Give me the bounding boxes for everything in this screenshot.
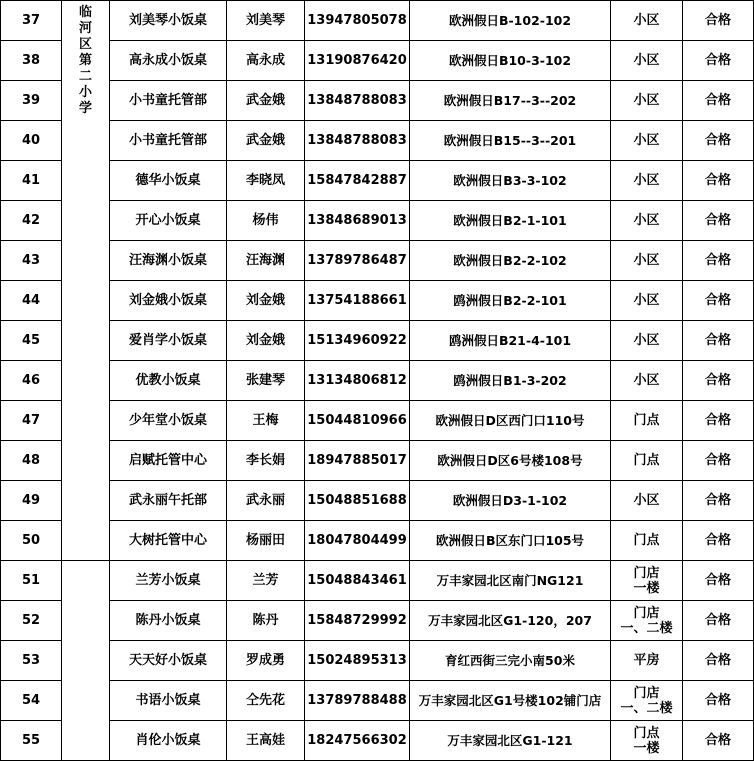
- business-name-cell: 少年堂小饭桌: [110, 401, 227, 441]
- table-row: [1, 681, 754, 721]
- table-row: [1, 521, 754, 561]
- address-cell: 鸥洲假日B1-3-202: [410, 361, 611, 401]
- location-type-cell: [611, 601, 683, 641]
- phone-cell: 13947805078: [305, 1, 410, 41]
- phone-cell: 18047804499: [305, 521, 410, 561]
- contact-person-cell: 王梅: [227, 401, 305, 441]
- phone-cell: 13190876420: [305, 41, 410, 81]
- address-cell: 欧洲假日B17--3--202: [410, 81, 611, 121]
- inspection-result-cell: 合格: [683, 641, 754, 681]
- contact-person-cell: 张建琴: [227, 361, 305, 401]
- address-cell: 欧洲假日B2-2-102: [410, 241, 611, 281]
- table-row: [1, 161, 754, 201]
- table-row: [1, 241, 754, 281]
- row-number-cell: 55: [1, 721, 62, 761]
- phone-cell: 15048843461: [305, 561, 410, 601]
- table-row: [1, 441, 754, 481]
- contact-person-cell: 汪海渊: [227, 241, 305, 281]
- inspection-result-cell: 合格: [683, 721, 754, 761]
- table-row: [1, 721, 754, 761]
- contact-person-cell: 杨伟: [227, 201, 305, 241]
- phone-cell: 13848689013: [305, 201, 410, 241]
- contact-person-cell: 刘金娥: [227, 281, 305, 321]
- row-number-cell: 50: [1, 521, 62, 561]
- business-name-cell: 开心小饭桌: [110, 201, 227, 241]
- contact-person-cell: 武永丽: [227, 481, 305, 521]
- row-number-cell: 51: [1, 561, 62, 601]
- table-row: [1, 561, 754, 601]
- business-name-cell: 爱肖学小饭桌: [110, 321, 227, 361]
- phone-cell: 18247566302: [305, 721, 410, 761]
- roster-body: [1, 1, 754, 761]
- contact-person-cell: 武金娥: [227, 81, 305, 121]
- address-cell: 鸥洲假日B2-2-101: [410, 281, 611, 321]
- inspection-result-cell: 合格: [683, 361, 754, 401]
- business-name-cell: 肖伦小饭桌: [110, 721, 227, 761]
- location-type-text: 小区: [633, 213, 660, 228]
- table-row: [1, 641, 754, 681]
- phone-cell: 15048851688: [305, 481, 410, 521]
- location-type-text: 小区: [633, 333, 660, 348]
- address-cell: 欧洲假日B-102-102: [410, 1, 611, 41]
- business-name-cell: 书语小饭桌: [110, 681, 227, 721]
- table-row: [1, 281, 754, 321]
- location-type-text: 门店: [633, 685, 660, 701]
- row-number-cell: 41: [1, 161, 62, 201]
- inspection-result-cell: 合格: [683, 561, 754, 601]
- row-number-cell: 52: [1, 601, 62, 641]
- location-type-text: 小区: [633, 293, 660, 308]
- phone-cell: 15848729992: [305, 601, 410, 641]
- phone-cell: 13134806812: [305, 361, 410, 401]
- business-name-cell: 天天好小饭桌: [110, 641, 227, 681]
- location-type-cell: [611, 281, 683, 321]
- phone-cell: 13848788083: [305, 81, 410, 121]
- inspection-result-cell: 合格: [683, 281, 754, 321]
- location-type-text: 门店: [633, 565, 660, 581]
- inspection-result-cell: 合格: [683, 41, 754, 81]
- location-type-text: 小区: [633, 493, 660, 508]
- school-cell: [62, 1, 110, 561]
- row-number-cell: 48: [1, 441, 62, 481]
- table-row: [1, 201, 754, 241]
- location-type-text: 小区: [633, 253, 660, 268]
- address-cell: 万丰家园北区G1-121: [410, 721, 611, 761]
- business-name-cell: 武永丽午托部: [110, 481, 227, 521]
- location-type-cell: [611, 521, 683, 561]
- inspection-result-cell: 合格: [683, 401, 754, 441]
- inspection-result-cell: 合格: [683, 121, 754, 161]
- row-number-cell: 39: [1, 81, 62, 121]
- contact-person-cell: 罗成勇: [227, 641, 305, 681]
- table-row: [1, 361, 754, 401]
- contact-person-cell: 刘金娥: [227, 321, 305, 361]
- location-type-text: 小区: [633, 93, 660, 108]
- location-type-text: 门点: [633, 413, 660, 428]
- table-row: [1, 121, 754, 161]
- address-cell: 万丰家园北区G1号楼102铺门店: [410, 681, 611, 721]
- location-type-text: 一、二楼: [620, 700, 673, 716]
- phone-cell: 15024895313: [305, 641, 410, 681]
- business-name-cell: 德华小饭桌: [110, 161, 227, 201]
- inspection-result-cell: 合格: [683, 201, 754, 241]
- row-number-cell: 54: [1, 681, 62, 721]
- location-type-cell: [611, 481, 683, 521]
- row-number-cell: 45: [1, 321, 62, 361]
- table-row: [1, 1, 754, 41]
- table-row: [1, 601, 754, 641]
- inspection-result-cell: 合格: [683, 681, 754, 721]
- row-number-cell: 42: [1, 201, 62, 241]
- location-type-text: 一楼: [633, 740, 660, 756]
- school-name: 临河区第二小学: [78, 5, 92, 116]
- contact-person-cell: 武金娥: [227, 121, 305, 161]
- address-cell: 育红西街三完小南50米: [410, 641, 611, 681]
- business-name-cell: 小书童托管部: [110, 121, 227, 161]
- table-row: [1, 81, 754, 121]
- inspection-result-cell: 合格: [683, 521, 754, 561]
- business-name-cell: 陈丹小饭桌: [110, 601, 227, 641]
- contact-person-cell: 李晓凤: [227, 161, 305, 201]
- location-type-cell: [611, 721, 683, 761]
- location-type-cell: [611, 161, 683, 201]
- address-cell: 欧洲假日B3-3-102: [410, 161, 611, 201]
- table-row: [1, 401, 754, 441]
- address-cell: 万丰家园北区G1-120，207: [410, 601, 611, 641]
- location-type-cell: [611, 1, 683, 41]
- location-type-cell: [611, 121, 683, 161]
- business-name-cell: 刘美琴小饭桌: [110, 1, 227, 41]
- location-type-cell: [611, 41, 683, 81]
- row-number-cell: 38: [1, 41, 62, 81]
- table-row: [1, 321, 754, 361]
- phone-cell: 13789788488: [305, 681, 410, 721]
- location-type-text: 小区: [633, 13, 660, 28]
- location-type-cell: [611, 641, 683, 681]
- address-cell: 欧洲假日D区6号楼108号: [410, 441, 611, 481]
- location-type-text: 门店: [633, 605, 660, 621]
- business-name-cell: 兰芳小饭桌: [110, 561, 227, 601]
- contact-person-cell: 刘美琴: [227, 1, 305, 41]
- business-name-cell: 启赋托管中心: [110, 441, 227, 481]
- address-cell: 欧洲假日B15--3--201: [410, 121, 611, 161]
- row-number-cell: 49: [1, 481, 62, 521]
- address-cell: 欧洲假日B区东门口105号: [410, 521, 611, 561]
- location-type-text: 小区: [633, 173, 660, 188]
- row-number-cell: 37: [1, 1, 62, 41]
- row-number-cell: 40: [1, 121, 62, 161]
- phone-cell: 13789786487: [305, 241, 410, 281]
- inspection-result-cell: 合格: [683, 81, 754, 121]
- location-type-cell: [611, 681, 683, 721]
- contact-person-cell: 仝先花: [227, 681, 305, 721]
- address-cell: 欧洲假日B10-3-102: [410, 41, 611, 81]
- location-type-cell: [611, 361, 683, 401]
- address-cell: 欧洲假日D3-1-102: [410, 481, 611, 521]
- business-name-cell: 汪海渊小饭桌: [110, 241, 227, 281]
- location-type-text: 平房: [633, 653, 660, 668]
- school-cell: [62, 561, 110, 761]
- location-type-text: 门点: [633, 725, 660, 741]
- business-name-cell: 高永成小饭桌: [110, 41, 227, 81]
- phone-cell: 15044810966: [305, 401, 410, 441]
- location-type-text: 一、二楼: [620, 620, 673, 636]
- location-type-cell: [611, 321, 683, 361]
- inspection-result-cell: 合格: [683, 241, 754, 281]
- phone-cell: 18947885017: [305, 441, 410, 481]
- contact-person-cell: 杨丽田: [227, 521, 305, 561]
- business-name-cell: 优教小饭桌: [110, 361, 227, 401]
- phone-cell: 15847842887: [305, 161, 410, 201]
- phone-cell: 15134960922: [305, 321, 410, 361]
- location-type-text: 小区: [633, 133, 660, 148]
- location-type-cell: [611, 441, 683, 481]
- inspection-result-cell: 合格: [683, 601, 754, 641]
- location-type-cell: [611, 561, 683, 601]
- contact-person-cell: 兰芳: [227, 561, 305, 601]
- location-type-cell: [611, 401, 683, 441]
- table-row: [1, 41, 754, 81]
- inspection-result-cell: 合格: [683, 481, 754, 521]
- location-type-cell: [611, 81, 683, 121]
- contact-person-cell: 王高娃: [227, 721, 305, 761]
- phone-cell: 13848788083: [305, 121, 410, 161]
- business-name-cell: 刘金娥小饭桌: [110, 281, 227, 321]
- location-type-text: 门点: [633, 453, 660, 468]
- inspection-result-cell: 合格: [683, 1, 754, 41]
- contact-person-cell: 陈丹: [227, 601, 305, 641]
- location-type-text: 一楼: [633, 580, 660, 596]
- location-type-cell: [611, 241, 683, 281]
- row-number-cell: 46: [1, 361, 62, 401]
- location-type-text: 门点: [633, 533, 660, 548]
- table-row: [1, 481, 754, 521]
- address-cell: 鸥洲假日B21-4-101: [410, 321, 611, 361]
- inspection-result-cell: 合格: [683, 441, 754, 481]
- address-cell: 万丰家园北区南门NG121: [410, 561, 611, 601]
- phone-cell: 13754188661: [305, 281, 410, 321]
- location-type-text: 小区: [633, 373, 660, 388]
- address-cell: 欧洲假日B2-1-101: [410, 201, 611, 241]
- location-type-cell: [611, 201, 683, 241]
- address-cell: 欧洲假日D区西门口110号: [410, 401, 611, 441]
- contact-person-cell: 李长娟: [227, 441, 305, 481]
- inspection-result-cell: 合格: [683, 321, 754, 361]
- contact-person-cell: 高永成: [227, 41, 305, 81]
- business-name-cell: 小书童托管部: [110, 81, 227, 121]
- location-type-text: 小区: [633, 53, 660, 68]
- business-name-cell: 大树托管中心: [110, 521, 227, 561]
- row-number-cell: 44: [1, 281, 62, 321]
- row-number-cell: 43: [1, 241, 62, 281]
- inspection-result-cell: 合格: [683, 161, 754, 201]
- row-number-cell: 53: [1, 641, 62, 681]
- row-number-cell: 47: [1, 401, 62, 441]
